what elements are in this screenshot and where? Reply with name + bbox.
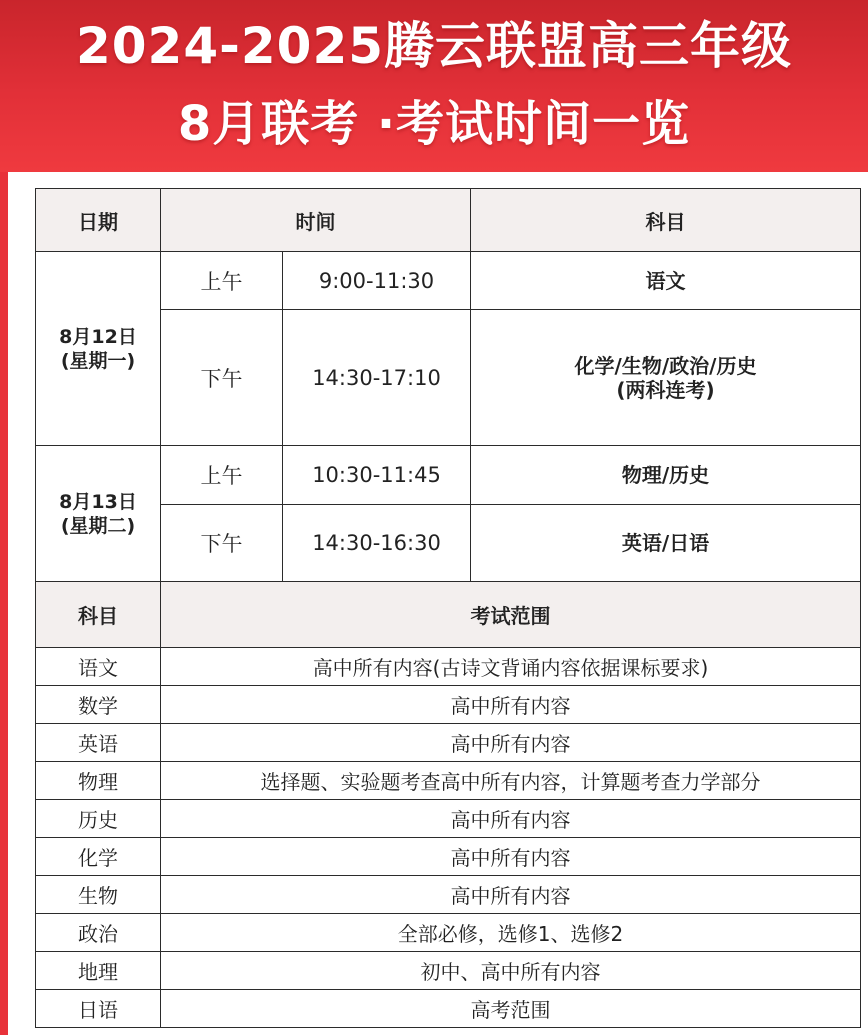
- table-row: [36, 762, 861, 800]
- scope-subject: 数学: [36, 686, 161, 724]
- table-row: [36, 724, 861, 762]
- schedule-sheet: [8, 172, 868, 1035]
- table-row: [36, 914, 861, 952]
- subject-note: (两科连考): [616, 377, 715, 402]
- scope-header-row: [36, 582, 861, 648]
- time-cell: 9:00-11:30: [283, 252, 471, 310]
- scope-range: 初中、高中所有内容: [161, 952, 861, 990]
- subject-cell: [471, 310, 861, 446]
- schedule-header-row: [36, 189, 861, 252]
- table-row: [36, 990, 861, 1028]
- table-row: [36, 686, 861, 724]
- scope-subject: 物理: [36, 762, 161, 800]
- period-cell: 下午: [161, 505, 283, 582]
- time-cell: 10:30-11:45: [283, 446, 471, 505]
- scope-subject: 语文: [36, 648, 161, 686]
- header-scope-range: 考试范围: [161, 582, 861, 648]
- time-cell: 14:30-16:30: [283, 505, 471, 582]
- period-cell: 上午: [161, 252, 283, 310]
- header-subject: 科目: [471, 189, 861, 252]
- scope-range: 高中所有内容: [161, 876, 861, 914]
- exam-table: [35, 188, 861, 1028]
- header-scope-subject: 科目: [36, 582, 161, 648]
- header-time: 时间: [161, 189, 471, 252]
- scope-subject: 地理: [36, 952, 161, 990]
- date-text: 8月12日: [59, 325, 137, 348]
- date-cell: [36, 446, 161, 582]
- scope-subject: 生物: [36, 876, 161, 914]
- weekday-text: (星期一): [60, 349, 136, 372]
- scope-range: 高中所有内容: [161, 800, 861, 838]
- subject-cell: 英语/日语: [471, 505, 861, 582]
- scope-range: 高中所有内容: [161, 838, 861, 876]
- scope-range: 高中所有内容(古诗文背诵内容依据课标要求): [161, 648, 861, 686]
- page-title: 2024-2025腾云联盟高三年级: [75, 17, 793, 75]
- table-row: [36, 252, 861, 310]
- time-cell: 14:30-17:10: [283, 310, 471, 446]
- period-cell: 下午: [161, 310, 283, 446]
- scope-range: 选择题、实验题考查高中所有内容，计算题考查力学部分: [161, 762, 861, 800]
- weekday-text: (星期二): [60, 514, 136, 537]
- scope-range: 高中所有内容: [161, 686, 861, 724]
- scope-subject: 英语: [36, 724, 161, 762]
- scope-range: 高中所有内容: [161, 724, 861, 762]
- scope-subject: 历史: [36, 800, 161, 838]
- page-subtitle: 8月联考 ·考试时间一览: [177, 96, 691, 152]
- table-row: [36, 800, 861, 838]
- period-cell: 上午: [161, 446, 283, 505]
- table-row: [36, 876, 861, 914]
- table-row: [36, 446, 861, 505]
- scope-subject: 日语: [36, 990, 161, 1028]
- table-row: [36, 648, 861, 686]
- table-row: [36, 838, 861, 876]
- scope-range: 高考范围: [161, 990, 861, 1028]
- subject-text: 化学/生物/政治/历史: [574, 353, 757, 378]
- date-cell: [36, 252, 161, 446]
- table-row: [36, 952, 861, 990]
- header-date: 日期: [36, 189, 161, 252]
- subject-cell: 语文: [471, 252, 861, 310]
- title-banner: [0, 0, 868, 172]
- subject-cell: 物理/历史: [471, 446, 861, 505]
- scope-subject: 政治: [36, 914, 161, 952]
- scope-subject: 化学: [36, 838, 161, 876]
- date-text: 8月13日: [59, 490, 137, 513]
- scope-range: 全部必修，选修1、选修2: [161, 914, 861, 952]
